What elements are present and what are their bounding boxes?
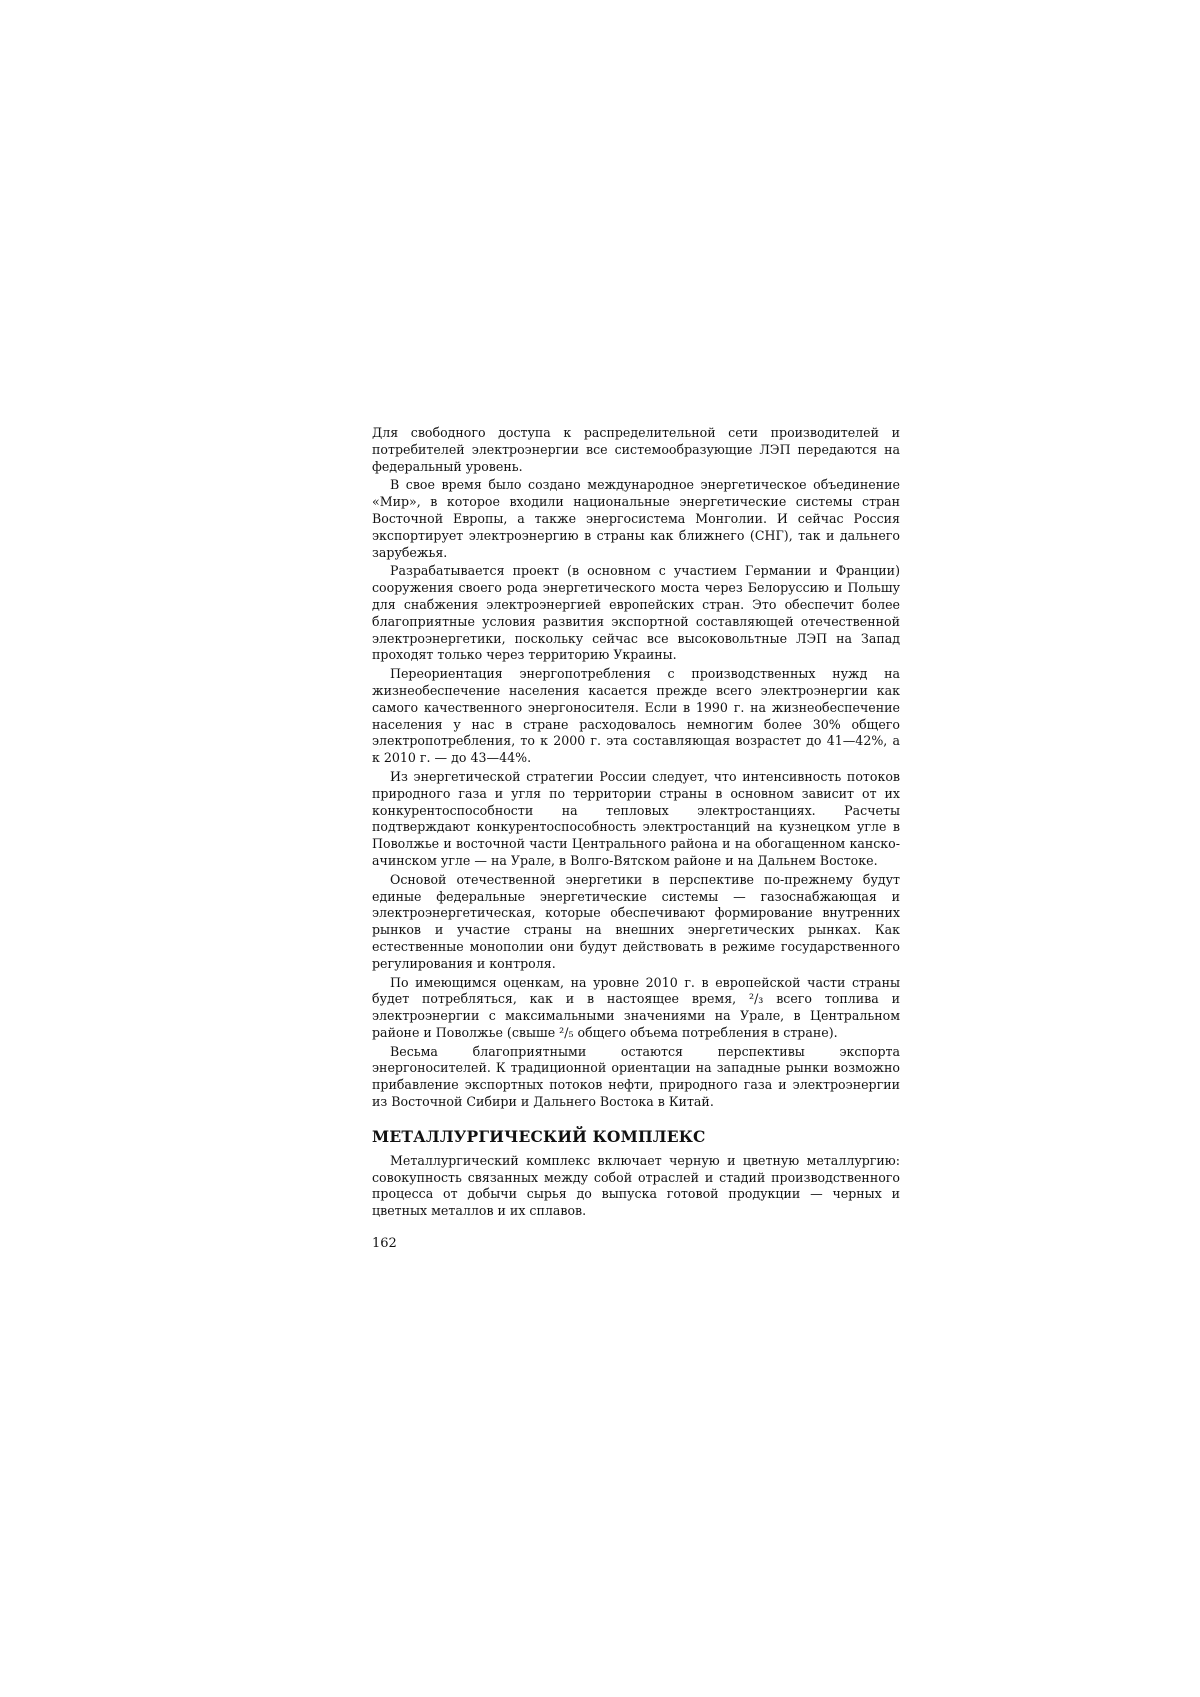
book-page [372,425,900,1251]
paragraph-transmission-lines: Для свободного доступа к распределительной сети производителей и потребителей электроэнергии все системообразующие ЛЭП передаются на федеральный уровень. [372,425,900,474]
paragraph-energy-bridge: Разрабатывается проект (в основном с участием Германии и Франции) сооружения своего рода энергетического моста через Белоруссию и Польшу для снабжения электроэнергией европейских стран. Это обеспечит более благоприятные условия развития экспортной составляющей отечественной электроэнергетики, поскольку сейчас все высоковольтные ЛЭП на Запад проходят только через территорию Украины. [372,563,900,663]
paragraph-reorientation: Переориентация энергопотребления с производственных нужд на жизнеобеспечение населения касается прежде всего электроэнергии как самого качественного энергоносителя. Если в 1990 г. на жизнеобеспечение населения у нас в стране расходовалось немногим более 30% общего электропотребления, то к 2000 г. эта составляющая возрастет до 41—42%, а к 2010 г. — до 43—44%. [372,666,900,766]
page-number: 162 [372,1236,397,1252]
paragraph-federal-systems: Основой отечественной энергетики в перспективе по-прежнему будут единые федеральные энергетические системы — газоснабжающая и электроэнергетическая, которые обеспечивают формирование внутренних рынков и участие страны на внешних энергетических рынках. Как естественные монополии они будут действовать в режиме государственного регулирования и контроля. [372,871,900,971]
paragraph-energy-strategy: Из энергетической стратегии России следует, что интенсивность потоков природного газа и угля по территории страны в основном зависит от их конкурентоспособности на тепловых электростанциях. Расчеты подтверждают конкурентоспособность электростанций на кузнецком угле в Поволжье и восточной части Центрального района и на обогащенном канско-ачинском угле — на Урале, в Волго-Вятском районе и на Дальнем Востоке. [372,768,900,868]
paragraph-export-prospects: Весьма благоприятными остаются перспективы экспорта энергоносителей. К традиционной ориентации на западные рынки возможно прибавление экспортных потоков нефти, природного газа и электроэнергии из Восточной Сибири и Дальнего Востока в Китай. [372,1043,900,1110]
paragraph-mir-union: В свое время было создано международное энергетическое объединение «Мир», в которое входили национальные энергетические системы стран Восточной Европы, а также энергосистема Монголии. И сейчас Россия экспортирует электроэнергию в страны как ближнего (СНГ), так и дальнего зарубежья. [372,477,900,560]
paragraph-metallurgy-intro: Металлургический комплекс включает черную и цветную металлургию: совокупность связанных между собой отраслей и стадий производственного процесса от добычи сырья до выпуска готовой продукции — черных и цветных металлов и их сплавов. [372,1152,900,1219]
paragraph-estimates-2010: По имеющимся оценкам, на уровне 2010 г. в европейской части страны будет потребляться, как и в настоящее время, ²/₃ всего топлива и электроэнергии с максимальными значениями на Урале, в Центральном районе и Поволжье (свыше ²/₅ общего объема потребления в стране). [372,974,900,1040]
section-heading: МЕТАЛЛУРГИЧЕСКИЙ КОМПЛЕКС [372,1126,706,1146]
